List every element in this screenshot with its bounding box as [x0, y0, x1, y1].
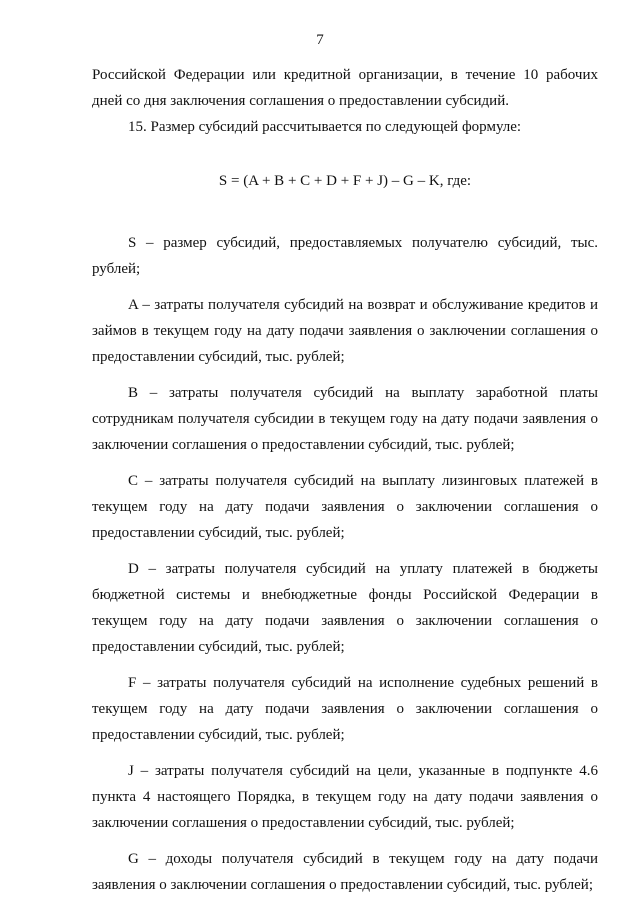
definition-d: D – затраты получателя субсидий на уплату платежей в бюджеты бюджетной системы и внебюджетные фонды Российской Федерации в текущем году на дату подачи заявления о заключении соглашения о предоставлении субсидий, тыс. рублей; [92, 561, 598, 655]
definition-g: G – доходы получателя субсидий в текущем году на дату подачи заявления о заключении соглашения о предоставлении субсидий, тыс. рублей; [92, 851, 598, 893]
definition-f: F – затраты получателя субсидий на исполнение судебных решений в текущем году на дату подачи заявления о заключении соглашения о предоставлении субсидий, тыс. рублей; [92, 675, 598, 743]
document-body [92, 62, 598, 908]
definition-j: J – затраты получателя субсидий на цели, указанные в подпункте 4.6 пункта 4 настоящего Порядка, в текущем году на дату подачи заявления о заключении соглашения о предоставлении субсидий, тыс. рублей; [92, 763, 598, 831]
definition-s: S – размер субсидий, предоставляемых получателю субсидий, тыс. рублей; [92, 235, 598, 277]
page-number: 7 [316, 32, 324, 48]
definition-b: B – затраты получателя субсидий на выплату заработной платы сотрудникам получателя субсидии в текущем году на дату подачи заявления о заключении соглашения о предоставлении субсидий, тыс. рублей; [92, 385, 598, 453]
paragraph-15: 15. Размер субсидий рассчитывается по следующей формуле: [128, 119, 522, 135]
definition-a: A – затраты получателя субсидий на возврат и обслуживание кредитов и займов в текущем году на дату подачи заявления о заключении соглашения о предоставлении субсидий, тыс. рублей; [92, 297, 598, 365]
formula: S = (A + B + C + D + F + J) – G – K, где: [218, 173, 472, 189]
continuation-paragraph: Российской Федерации или кредитной организации, в течение 10 рабочих дней со дня заключения соглашения о предоставлении субсидий. [92, 67, 598, 109]
definition-c: C – затраты получателя субсидий на выплату лизинговых платежей в текущем году на дату подачи заявления о заключении соглашения о предоставлении субсидий, тыс. рублей; [92, 473, 598, 541]
